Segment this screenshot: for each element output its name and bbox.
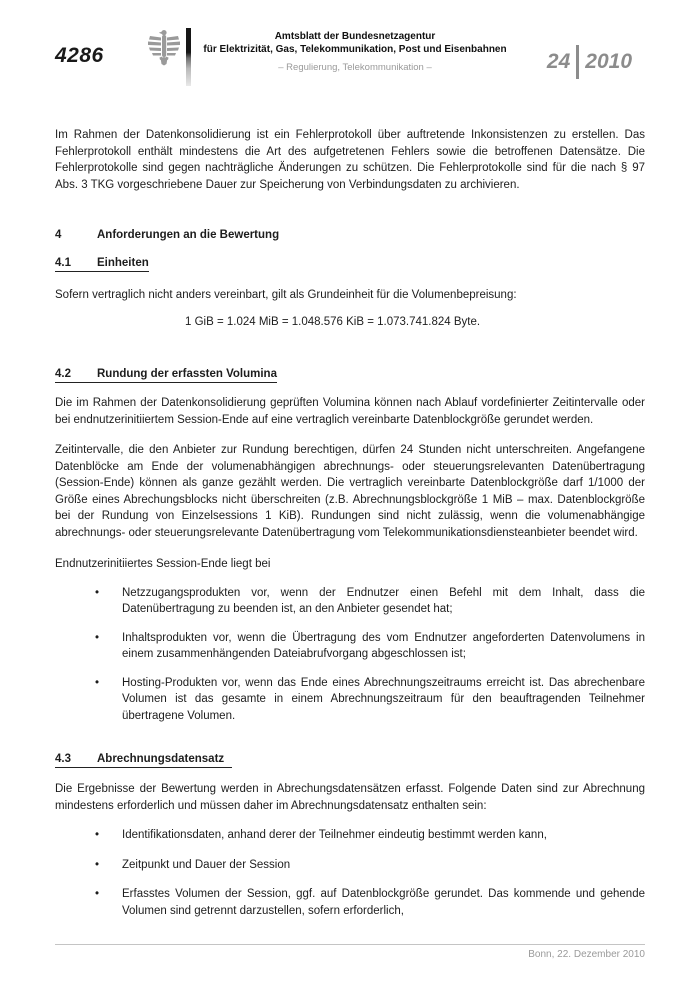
intro-paragraph: Im Rahmen der Datenkonsolidierung ist ein Fehlerprotokoll über auftretende Inkonsistenzen zu erstellen. Das Fehlerprotokoll enthält mindestens die Art des aufgetretenen Fehlers sowie die betroffenen Datensätze. Die Fehlerprotokolle sind gegen nachträgliche Änderungen zu schützen. Die Fehlerprotokolle sind für die nach § 97 Abs. 3 TKG vorgeschriebene Dauer zur Speicherung von Verbindungsdaten zu archivieren. — [55, 129, 645, 191]
list-item: • Netzzugangsprodukten vor, wenn der Endnutzer einen Befehl mit dem Inhalt, dass die Datenübertragung zu beenden ist, an den Anbieter gesendet hat; — [55, 585, 645, 618]
list-item: • Erfasstes Volumen der Session, ggf. auf Datenblockgröße gerundet. Das kommende und gehende Volumen sind getrennt darzustellen, sofern erforderlich, — [55, 886, 645, 919]
gazette-title-line1: Amtsblatt der Bundesnetzagentur — [274, 31, 436, 42]
section-4-1-paragraph: Sofern vertraglich nicht anders vereinbart, gilt als Grundeinheit für die Volumenbepreisung: — [55, 289, 517, 301]
section-4-2-number: 4.2 — [55, 368, 71, 380]
section-4-2-title: Rundung der erfassten Volumina — [97, 368, 277, 380]
list-item: • Identifikationsdaten, anhand derer der Teilnehmer eindeutig bestimmt werden kann, — [55, 827, 645, 844]
page-number: 4286 — [55, 44, 104, 67]
list-item: • Hosting-Produkten vor, wenn das Ende eines Abrechnungszeitraums erreicht ist. Das abrechenbare Volumen ist das gesamte in einem Abrechnungszeitraum für den beauftragenden Teilnehmer übertragene Volumen. — [55, 675, 645, 725]
section-4-heading — [55, 228, 645, 242]
list-item: • Zeitpunkt und Dauer der Session — [55, 857, 645, 874]
section-4-1-heading — [55, 256, 645, 272]
issue-divider — [576, 45, 579, 79]
section-4-title: Anforderungen an die Bewertung — [97, 229, 280, 241]
section-4-2-paragraph-1: Die im Rahmen der Datenkonsolidierung geprüften Volumina können nach Ablauf vordefinierter Zeitintervalle oder bei endnutzerinitiiertem Session-Ende auf eine vertraglich vereinbarte Datenblockgröße gerundet werden. — [55, 397, 645, 426]
issue-year: 2010 — [585, 50, 632, 73]
unit-conversion-formula: 1 GiB = 1.024 MiB = 1.048.576 KiB = 1.073.741.824 Byte. — [185, 315, 481, 328]
section-4-3-heading — [55, 752, 645, 768]
section-4-3-paragraph: Die Ergebnisse der Bewertung werden in Abrechungsdatensätzen erfasst. Folgende Daten sind zur Abrechnung mindestens erforderlich und müssen daher im Abrechnungsdatensatz enthalten sein: — [55, 783, 645, 812]
section-4-3-title: Abrechnungsdatensatz — [97, 753, 225, 765]
issue-number: 24 — [546, 50, 571, 73]
section-4-1-number: 4.1 — [55, 257, 71, 269]
section-4-2-heading — [55, 367, 645, 383]
session-end-list-intro: Endnutzerinitiiertes Session-Ende liegt bei — [55, 558, 271, 570]
page-header — [0, 0, 700, 100]
footer-date: Bonn, 22. Dezember 2010 — [528, 949, 645, 960]
section-4-3-number: 4.3 — [55, 753, 71, 765]
footer-divider-line — [55, 944, 645, 945]
document-body — [55, 127, 645, 932]
issue-block — [547, 45, 632, 79]
list-item: • Inhaltsprodukten vor, wenn die Übertragung des vom Endnutzer angeforderten Datenvolumens in einem zusammenhängenden Dateiabrufvorgang abgeschlossen ist; — [55, 630, 645, 663]
section-4-2-paragraph-2: Zeitintervalle, die den Anbieter zur Rundung berechtigen, dürfen 24 Stunden nicht unterschreiten. Angefangene Datenblöcke am Ende der volumenabhängigen abrechnungs- oder steuerungsrelevanten Datenübertragung (Session-Ende) können als ganze gezählt werden. Die vertraglich vereinbarte Datenblockgröße darf 1/1000 der Größe eines Abrechungsblocks nicht überschreiten (z.B. Abrechnungsblockgröße 1 MiB – max. Datenblockgröße bei der Rundung von Einzelsessions 1 KiB). Rundungen sind nicht zulässig, wenn die volumenabhängige abrechnungs- oder steuerungsrelevante Datenübertragung vom Telekommunikationsdiensteanbieter beendet wird. — [55, 444, 645, 539]
gazette-title-block — [140, 31, 570, 73]
section-4-1-title: Einheiten — [97, 257, 149, 269]
section-4-number: 4 — [55, 229, 62, 241]
billing-record-bullet-list — [55, 827, 645, 919]
gazette-title-line2: für Elektrizität, Gas, Telekommunikation, Post und Eisenbahnen — [203, 43, 507, 55]
session-end-bullet-list — [55, 585, 645, 725]
gazette-subtitle: – Regulierung, Telekommunikation – — [278, 62, 432, 73]
